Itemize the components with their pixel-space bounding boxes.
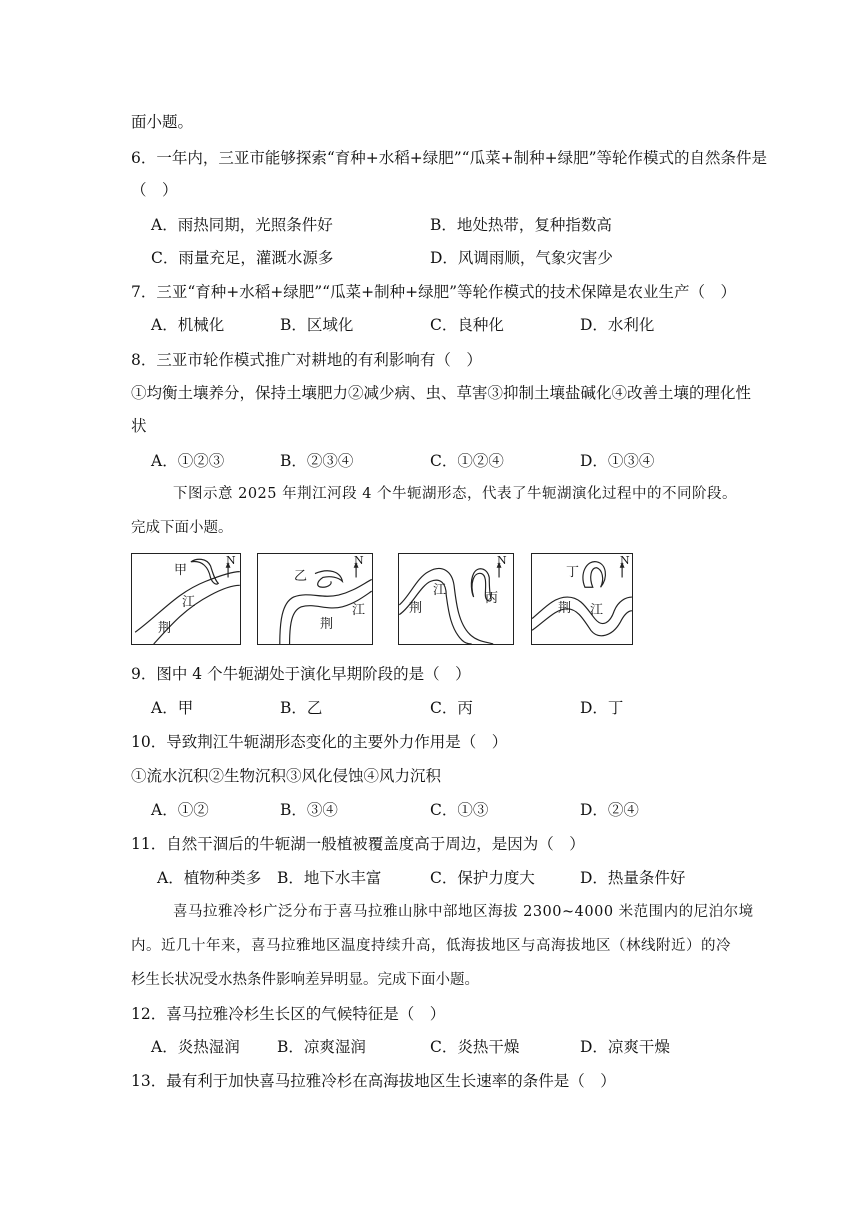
north-label: N <box>620 554 630 567</box>
material-2: 喜马拉雅冷杉广泛分布于喜马拉雅山脉中部地区海拔 2300~4000 米范围内的尼泊尔境 <box>173 904 754 920</box>
question-7: 7．三亚“育种+水稻+绿肥”“瓜菜+制种+绿肥”等轮作模式的技术保障是农业生产（ ） <box>131 283 737 301</box>
label-yi: 乙 <box>294 569 308 584</box>
q11-option-a[interactable]: A．植物种类多 <box>157 869 262 887</box>
question-6: 6．一年内，三亚市能够探索“育种+水稻+绿肥”“瓜菜+制种+绿肥”等轮作模式的自然条件是 <box>131 149 768 167</box>
label-jiang: 江 <box>433 583 447 598</box>
question-11: 11．自然干涸后的牛轭湖一般植被覆盖度高于周边，是因为（ ） <box>131 835 585 853</box>
question-13: 13．最有利于加快喜马拉雅冷杉在高海拔地区生长速率的条件是（ ） <box>131 1072 616 1090</box>
q12-option-b[interactable]: B．凉爽湿润 <box>277 1038 366 1056</box>
material-1-cont: 完成下面小题。 <box>131 520 233 536</box>
label-jing: 荆 <box>409 601 423 616</box>
label-jiang: 江 <box>182 595 196 610</box>
label-jing: 荆 <box>320 617 334 632</box>
q10-statements: ①流水沉积②生物沉积③风化侵蚀④风力沉积 <box>131 767 442 785</box>
q9-option-c[interactable]: C．丙 <box>430 699 473 717</box>
north-label: N <box>497 554 507 567</box>
label-jing: 荆 <box>558 601 572 616</box>
label-jiang: 江 <box>352 603 366 618</box>
map-panel-yi <box>257 553 373 645</box>
q6-option-c[interactable]: C．雨量充足，灌溉水源多 <box>151 249 334 267</box>
question-8: 8．三亚市轮作模式推广对耕地的有利影响有（ ） <box>131 351 482 369</box>
q12-option-d[interactable]: D．凉爽干燥 <box>580 1038 670 1056</box>
map-panel-bing <box>398 553 514 645</box>
question-12: 12．喜马拉雅冷杉生长区的气候特征是（ ） <box>131 1005 446 1023</box>
q8-option-b[interactable]: B．②③④ <box>280 452 354 470</box>
q10-option-b[interactable]: B．③④ <box>280 801 338 819</box>
label-jing: 荆 <box>158 621 172 636</box>
q7-option-a[interactable]: A．机械化 <box>151 316 225 334</box>
material-2-cont: 内。近几十年来，喜马拉雅地区温度持续升高，低海拔地区与高海拔地区（林线附近）的冷 <box>131 938 731 954</box>
north-label: N <box>354 554 364 567</box>
q6-option-d[interactable]: D．风调雨顺，气象灾害少 <box>430 249 613 267</box>
question-6-bracket: （ ） <box>131 181 178 199</box>
label-jiang: 江 <box>590 603 604 618</box>
river-map-ding <box>532 554 632 644</box>
q11-option-b[interactable]: B．地下水丰富 <box>277 869 382 887</box>
north-label: N <box>226 554 236 567</box>
q10-option-a[interactable]: A．①② <box>151 801 209 819</box>
q6-option-a[interactable]: A．雨热同期，光照条件好 <box>151 216 333 234</box>
q12-option-c[interactable]: C．炎热干燥 <box>430 1038 520 1056</box>
material-2-end: 杉生长状况受水热条件影响差异明显。完成下面小题。 <box>131 972 479 988</box>
q10-option-c[interactable]: C．①③ <box>430 801 489 819</box>
label-ding: 丁 <box>566 565 580 580</box>
label-bing: 丙 <box>485 591 499 606</box>
q9-option-d[interactable]: D．丁 <box>580 699 624 717</box>
label-jia: 甲 <box>174 563 188 578</box>
q7-option-c[interactable]: C．良种化 <box>430 316 504 334</box>
question-9: 9．图中 4 个牛轭湖处于演化早期阶段的是（ ） <box>131 665 471 683</box>
q6-option-b[interactable]: B．地处热带，复种指数高 <box>430 216 612 234</box>
q8-option-c[interactable]: C．①②④ <box>430 452 504 470</box>
question-10: 10．导致荆江牛轭湖形态变化的主要外力作用是（ ） <box>131 733 508 751</box>
q7-option-d[interactable]: D．水利化 <box>580 316 655 334</box>
map-panel-jia <box>131 553 241 645</box>
q12-option-a[interactable]: A．炎热湿润 <box>151 1038 240 1056</box>
q8-statements: ①均衡土壤养分，保持土壤肥力②减少病、虫、草害③抑制土壤盐碱化④改善土壤的理化性 <box>131 384 752 402</box>
map-panel-ding <box>531 553 633 645</box>
q8-option-a[interactable]: A．①②③ <box>151 452 225 470</box>
q8-statements-cont: 状 <box>131 417 147 435</box>
material-1: 下图示意 2025 年荆江河段 4 个牛轭湖形态，代表了牛轭湖演化过程中的不同阶段。 <box>173 486 738 502</box>
q9-option-b[interactable]: B．乙 <box>280 699 323 717</box>
intro-tail: 面小题。 <box>131 113 194 131</box>
q10-option-d[interactable]: D．②④ <box>580 801 639 819</box>
q9-option-a[interactable]: A．甲 <box>151 699 194 717</box>
q7-option-b[interactable]: B．区域化 <box>280 316 354 334</box>
q11-option-c[interactable]: C．保护力度大 <box>430 869 535 887</box>
q11-option-d[interactable]: D．热量条件好 <box>580 869 686 887</box>
q8-option-d[interactable]: D．①③④ <box>580 452 655 470</box>
